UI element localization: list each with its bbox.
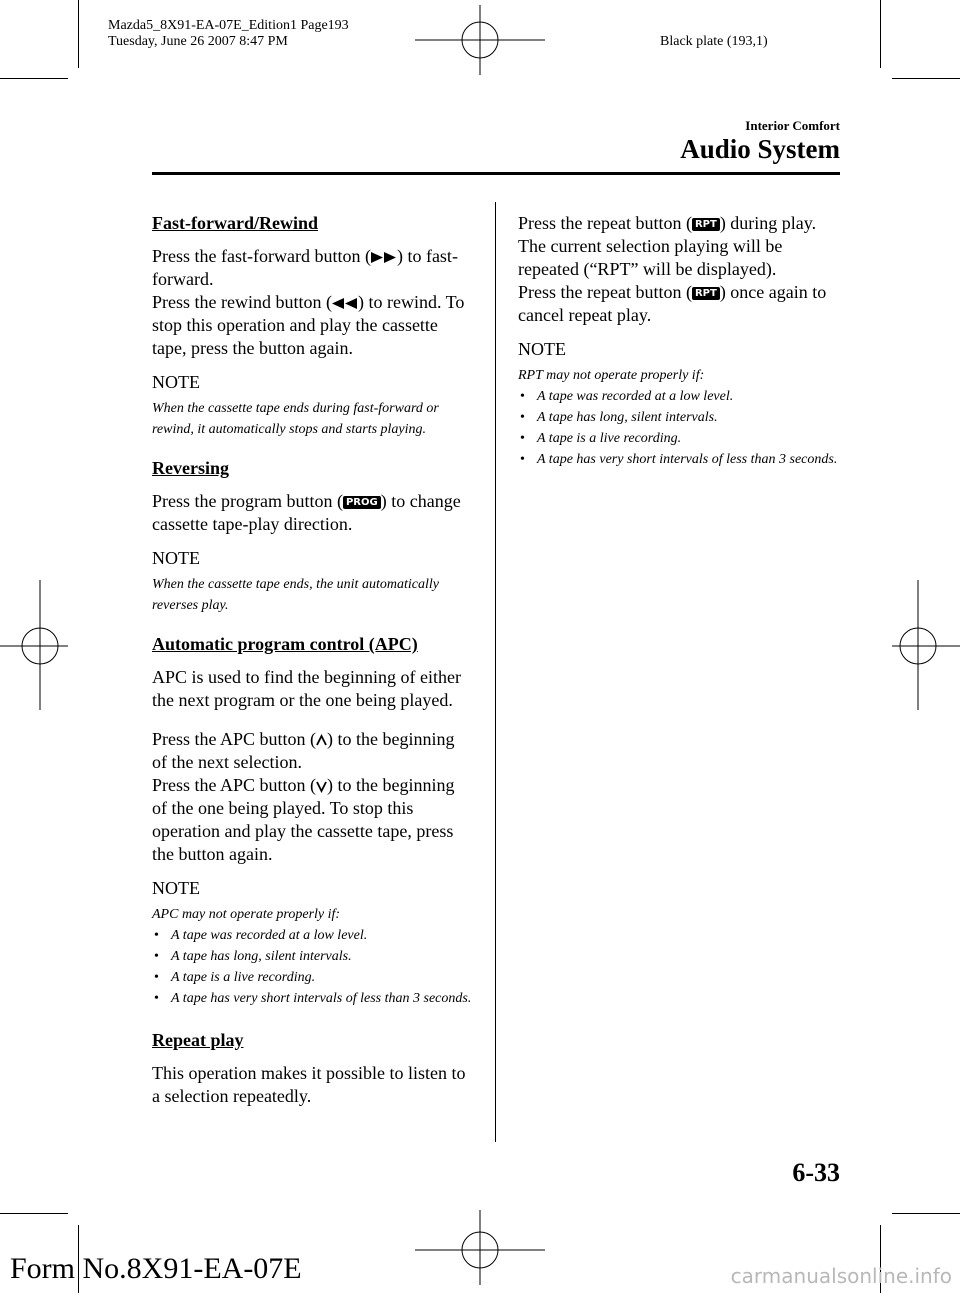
note-label: NOTE [152, 372, 200, 392]
rewind-icon [332, 297, 358, 310]
rpt-button-icon: RPT [692, 287, 720, 300]
note-text: When the cassette tape ends during fast-forward or rewind, it automatically stops and starts playing. [152, 401, 439, 437]
page-number: 6-33 [792, 1158, 840, 1187]
list-item: • A tape has very short intervals of less than 3 seconds. [152, 988, 472, 1009]
form-number: Form No.8X91-EA-07E [10, 1252, 302, 1285]
heading-reversing: Reversing [152, 458, 229, 478]
repeat-intro-paragraph: This operation makes it possible to listen to a selection repeatedly. [152, 1063, 466, 1106]
apc-down-icon [316, 780, 327, 793]
plate-label: Black plate (193,1) [660, 34, 768, 49]
note-list [518, 386, 843, 470]
note-list [152, 925, 472, 1009]
note-label: NOTE [152, 878, 200, 898]
rpt-button-icon: RPT [692, 218, 720, 231]
list-item: • A tape was recorded at a low level. [518, 386, 843, 407]
heading-repeat-play: Repeat play [152, 1030, 244, 1050]
list-item: • A tape has very short intervals of less than 3 seconds. [518, 449, 843, 470]
repeat-paragraph: Press the repeat button ( RPT ) during play. The current selection playing will be repeated (“RPT” will be displayed). Press the repeat button ( RPT ) once again to cancel repeat play. [518, 213, 827, 325]
heading-apc: Automatic program control (APC) [152, 634, 418, 654]
reversing-paragraph: Press the program button ( PROG ) to change cassette tape-play direction. [152, 491, 461, 534]
print-date-line: Tuesday, June 26 2007 8:47 PM [108, 34, 288, 49]
watermark-text: carmanualsonline.info [730, 1264, 952, 1288]
fast-forward-icon [371, 251, 397, 264]
apc-usage-paragraph: Press the APC button ( ) to the beginning of the next selection. Press the APC button ( ) to the beginning of the one being played. To stop this operation and play the cassette tape, press the button again. [152, 729, 455, 864]
prog-button-icon: PROG [343, 496, 381, 509]
apc-intro-paragraph: APC is used to find the beginning of either the next program or the one being played. [152, 667, 461, 710]
right-column [518, 212, 843, 484]
header-rule [152, 172, 840, 175]
print-file-line: Mazda5_8X91-EA-07E_Edition1 Page193 [108, 18, 349, 33]
ff-paragraph: Press the fast-forward button ( ) to fast-forward. Press the rewind button ( ) to rewind. To stop this operation and play the cassette tape, press the button again. [152, 246, 465, 358]
note-intro: RPT may not operate properly if: [518, 368, 705, 383]
left-column [152, 212, 472, 1119]
chapter-title: Interior Comfort [745, 118, 840, 133]
column-divider [495, 202, 496, 1142]
note-label: NOTE [152, 548, 200, 568]
list-item: • A tape is a live recording. [518, 428, 843, 449]
list-item: • A tape is a live recording. [152, 967, 472, 988]
note-intro: APC may not operate properly if: [152, 907, 341, 922]
list-item: • A tape was recorded at a low level. [152, 925, 472, 946]
heading-fast-forward-rewind: Fast-forward/Rewind [152, 213, 318, 233]
list-item: • A tape has long, silent intervals. [152, 946, 472, 967]
note-label: NOTE [518, 339, 566, 359]
apc-up-icon [316, 734, 327, 747]
note-text: When the cassette tape ends, the unit automatically reverses play. [152, 577, 439, 613]
list-item: • A tape has long, silent intervals. [518, 407, 843, 428]
section-title: Audio System [680, 134, 840, 164]
